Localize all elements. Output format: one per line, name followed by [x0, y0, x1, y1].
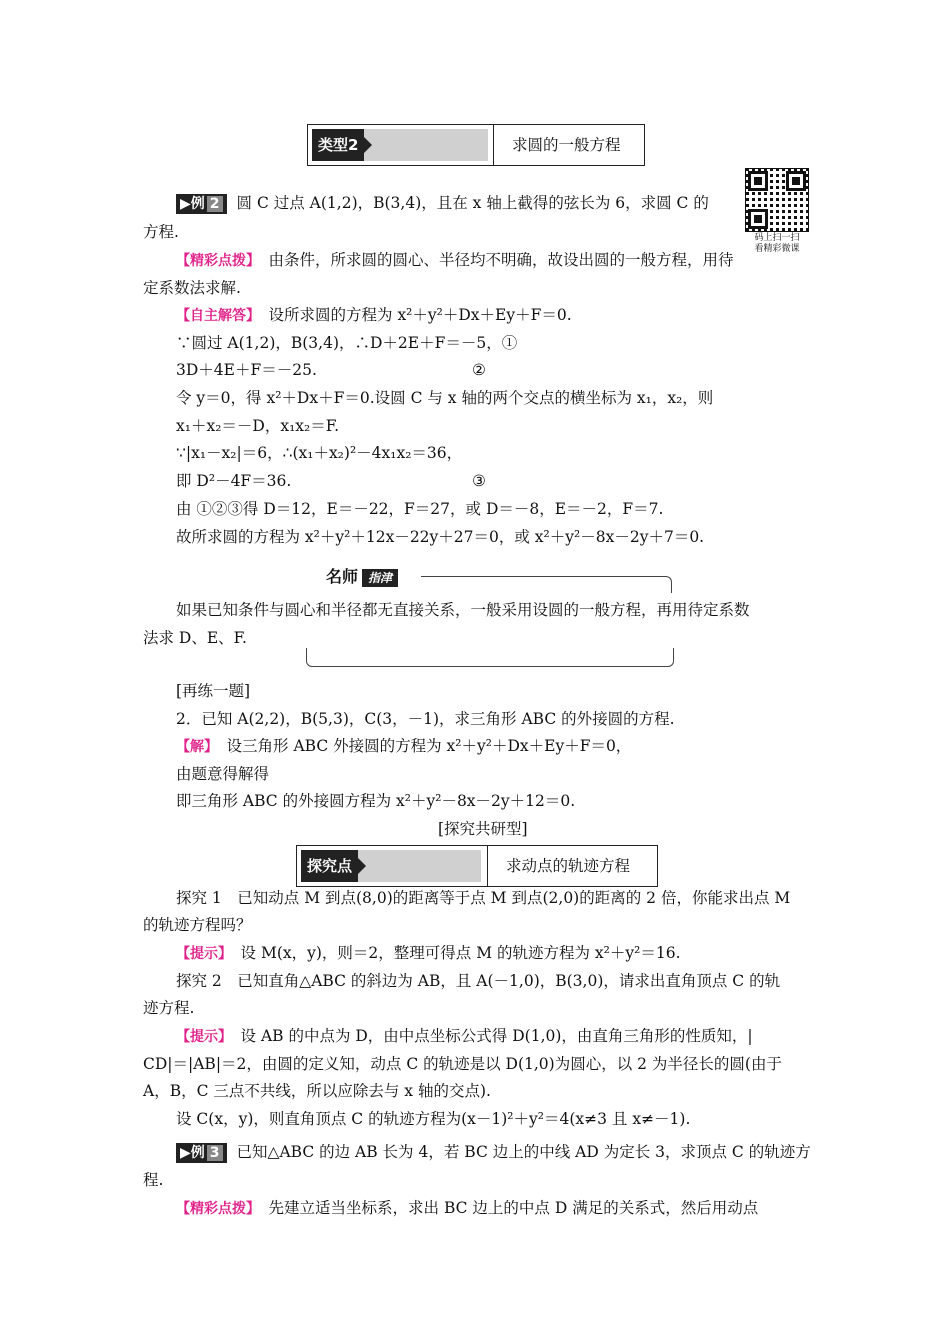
- explore1-hint: 【提示】 设 M(x，y)，则＝2，整理可得点 M 的轨迹方程为 x²＋y²＝16.: [176, 944, 681, 962]
- example3-line1: ▶例 3 已知△ABC 的边 AB 长为 4，若 BC 边上的中线 AD 为定长 3，求顶点 C 的轨迹方: [176, 1142, 811, 1163]
- solution2-line6: 即 D²－4F＝36.: [176, 472, 292, 490]
- qr-caption: 码上扫一扫 看精彩微课: [754, 233, 800, 254]
- practice-answer-line1: 【解】 设三角形 ABC 外接圆的方程为 x²＋y²＋Dx＋Ey＋F＝0，: [176, 737, 632, 755]
- explore-tag: 探究点: [301, 850, 358, 882]
- type2-tag: 类型2: [312, 129, 364, 161]
- solution2-line4: x₁＋x₂＝－D，x₁x₂＝F.: [176, 417, 340, 435]
- practice-question: 2．已知 A(2,2)，B(5,3)，C(3，－1)，求三角形 ABC 的外接圆的方程.: [176, 710, 675, 728]
- practice-label: [再练一题]: [176, 682, 251, 700]
- example2-line1: ▶例 2 圆 C 过点 A(1,2)，B(3,4)，且在 x 轴上截得的弦长为 6，求圆 C 的: [176, 193, 709, 214]
- explore1-line2: 的轨迹方程吗？: [143, 916, 252, 934]
- solution2-line3: 令 y＝0，得 x²＋Dx＋F＝0.设圆 C 与 x 轴的两个交点的横坐标为 x₁，x₂，则: [176, 389, 714, 407]
- practice-answer-line2: 由题意得解得: [176, 765, 270, 783]
- practice-answer-line3: 即三角形 ABC 的外接圆方程为 x²＋y²－8x－2y＋12＝0.: [176, 792, 576, 810]
- example3-badge: ▶例 3: [176, 1143, 227, 1163]
- teacher-tip-line2: 法求 D、E、F.: [143, 629, 247, 647]
- teacher-tip-footer: [306, 648, 674, 667]
- explore2-line1: 探究 2 已知直角△ABC 的斜边为 AB，且 A(－1,0)，B(3,0)，请求出直角顶点 C 的轨: [176, 972, 781, 990]
- example2-badge: ▶例 2: [176, 194, 227, 214]
- explore2-hint-line3: A，B，C 三点不共线，所以应除去与 x 轴的交点).: [143, 1082, 491, 1100]
- qr-code[interactable]: [745, 168, 809, 232]
- hint2-line1: 【精彩点拨】 由条件，所求圆的圆心、半径均不明确，故设出圆的一般方程，用待: [176, 251, 734, 269]
- explore2-hint-line4: 设 C(x，y)，则直角顶点 C 的轨迹方程为(x－1)²＋y²＝4(x≠3 且 x≠－1).: [176, 1110, 691, 1128]
- type2-header-bar: [312, 129, 488, 161]
- explore2-hint-line1: 【提示】 设 AB 的中点为 D，由中点坐标公式得 D(1,0)，由直角三角形的性质知，|: [176, 1027, 753, 1045]
- teacher-tip-line1: 如果已知条件与圆心和半径都无直接关系，一般采用设圆的一般方程，再用待定系数: [176, 601, 750, 619]
- hint2-line2: 定系数法求解.: [143, 279, 241, 297]
- explore-header: [296, 845, 658, 887]
- explore2-hint-line2: CD|＝|AB|＝2，由圆的定义知，动点 C 的轨迹是以 D(1,0)为圆心，以 2 为半径长的圆(由于: [143, 1055, 782, 1073]
- teacher-tip-header: [306, 564, 672, 592]
- explore-title: 求动点的轨迹方程: [487, 846, 657, 886]
- type2-title: 求圆的一般方程: [493, 125, 644, 165]
- explore1-line1: 探究 1 已知动点 M 到点(8,0)的距离等于点 M 到点(2,0)的距离的 2 倍，你能求出点 M: [176, 889, 791, 907]
- solution2-eq3-marker: ③: [472, 472, 486, 490]
- type2-header: [307, 124, 645, 166]
- explore2-line2: 迹方程.: [143, 999, 195, 1017]
- example2-line2: 方程.: [143, 223, 179, 241]
- example3-hint: 【精彩点拨】 先建立适当坐标系，求出 BC 边上的中点 D 满足的关系式，然后用动点: [176, 1199, 759, 1217]
- solution2-line8: 故所求圆的方程为 x²＋y²＋12x－22y＋27＝0，或 x²＋y²－8x－2y＋7＝0.: [176, 528, 705, 546]
- section-label: [探究共研型]: [438, 820, 528, 838]
- teacher-tip-title: 名师 指津: [316, 564, 398, 590]
- solution2-line1: ∵圆过 A(1,2)，B(3,4)，∴D＋2E＋F＝－5，①: [176, 334, 518, 352]
- solution2-line0: 【自主解答】 设所求圆的方程为 x²＋y²＋Dx＋Ey＋F＝0.: [176, 306, 572, 324]
- explore-header-bar: [301, 850, 481, 882]
- solution2-line2: 3D＋4E＋F＝－25.: [176, 361, 317, 379]
- example3-line2: 程.: [143, 1171, 164, 1189]
- solution2-line5: ∵|x₁－x₂|＝6，∴(x₁＋x₂)²－4x₁x₂＝36，: [176, 444, 463, 462]
- solution2-line7: 由 ①②③得 D＝12，E＝－22，F＝27，或 D＝－8，E＝－2，F＝7.: [176, 500, 664, 518]
- solution2-eq2-marker: ②: [472, 361, 486, 379]
